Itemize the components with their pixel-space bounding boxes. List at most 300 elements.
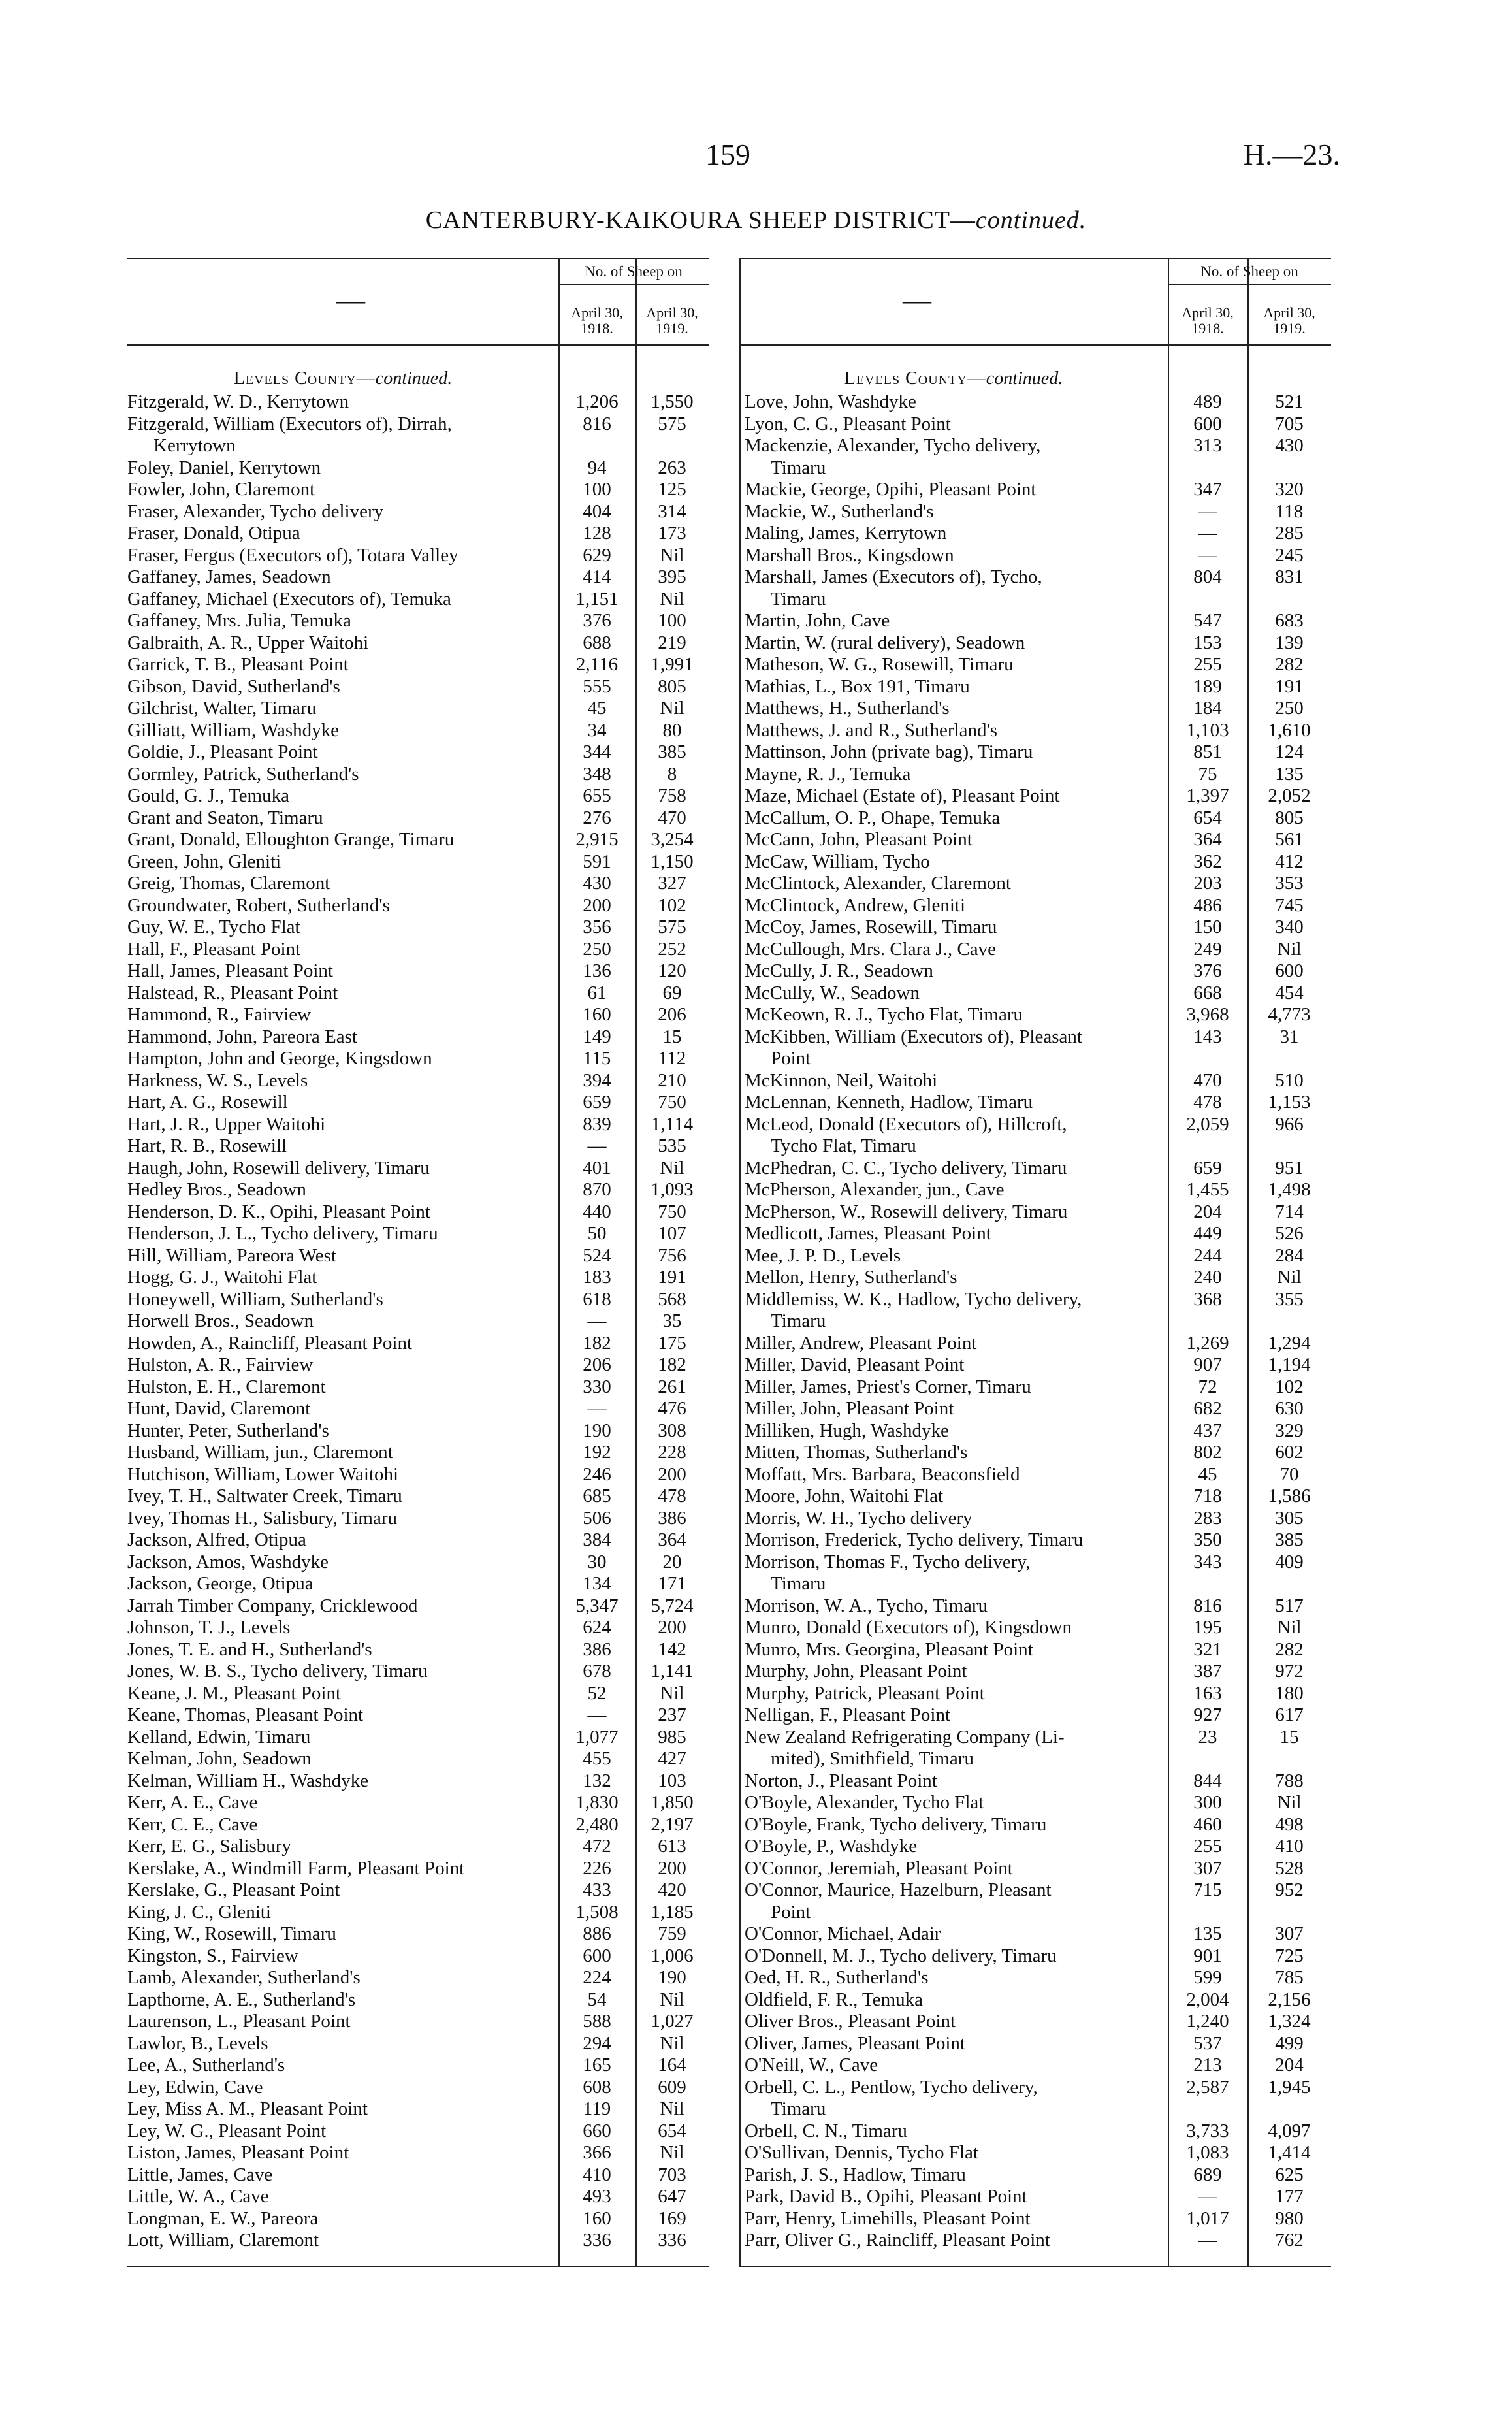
entry-name: Hampton, John and George, Kingsdown xyxy=(127,1048,432,1069)
sheep-1919: 476 xyxy=(658,1398,686,1419)
entry-name: Johnson, T. J., Levels xyxy=(127,1617,291,1638)
sheep-1919: 182 xyxy=(658,1354,686,1375)
entry-name: Gilchrist, Walter, Timaru xyxy=(127,698,317,719)
entry-name: Hutchison, William, Lower Waitohi xyxy=(127,1463,399,1485)
sheep-1919: 175 xyxy=(658,1332,686,1354)
sheep-1919: 102 xyxy=(658,894,686,916)
table-row xyxy=(127,2011,709,2033)
entry-name: Parish, J. S., Hadlow, Timaru xyxy=(745,2164,966,2185)
sheep-1918: 433 xyxy=(583,1879,611,1900)
entry-name: Longman, E. W., Pareora xyxy=(127,2207,319,2229)
table-row xyxy=(127,1617,709,1639)
sheep-1919: 139 xyxy=(1275,632,1304,653)
entry-name: McPhedran, C. C., Tycho delivery, Timaru xyxy=(745,1157,1067,1179)
sheep-1918: 816 xyxy=(1193,1595,1222,1616)
sheep-1918: 659 xyxy=(583,1092,611,1113)
sheep-1918: 307 xyxy=(1193,1857,1222,1879)
table-row xyxy=(127,1464,709,1486)
table-row xyxy=(739,1923,1331,1945)
entry-name: Point xyxy=(771,1901,811,1923)
sheep-1918: 384 xyxy=(583,1529,611,1550)
table-row xyxy=(739,1135,1331,1158)
entry-name: Henderson, D. K., Opihi, Pleasant Point xyxy=(127,1201,430,1222)
sheep-1919: 35 xyxy=(662,1310,682,1331)
sheep-1919: 750 xyxy=(658,1092,686,1113)
sheep-1919: Nil xyxy=(660,544,684,566)
sheep-1918: 183 xyxy=(583,1267,611,1288)
sheep-1918: 493 xyxy=(583,2186,611,2207)
entry-name: Fraser, Alexander, Tycho delivery xyxy=(127,500,384,522)
table-row xyxy=(127,2055,709,2077)
entry-name: Hedley Bros., Seadown xyxy=(127,1179,306,1200)
sheep-1919: 526 xyxy=(1275,1223,1304,1244)
table-row xyxy=(739,698,1331,720)
entry-name: Ivey, Thomas H., Salisbury, Timaru xyxy=(127,1507,397,1529)
table-row xyxy=(739,676,1331,698)
table-row xyxy=(739,1529,1331,1552)
sheep-1919: 252 xyxy=(658,938,686,960)
table-row xyxy=(739,895,1331,917)
sheep-1918: 440 xyxy=(583,1201,611,1222)
sheep-1919: Nil xyxy=(660,1989,684,2010)
section-heading-text: Levels County— xyxy=(844,368,986,389)
table-row xyxy=(739,1464,1331,1486)
sheep-1919: 1,153 xyxy=(1268,1092,1311,1113)
sheep-1918: 45 xyxy=(587,698,607,719)
entry-name: Hart, R. B., Rosewill xyxy=(127,1135,287,1156)
sheep-1919: 164 xyxy=(658,2055,686,2075)
sheep-1919: 364 xyxy=(658,1529,686,1550)
table-row xyxy=(127,1442,709,1464)
table-row xyxy=(739,873,1331,895)
entry-name: Mackie, W., Sutherland's xyxy=(745,500,934,522)
table-row xyxy=(127,1289,709,1311)
table-row xyxy=(739,1376,1331,1399)
sheep-1919: 284 xyxy=(1275,1244,1304,1266)
table-row xyxy=(739,829,1331,851)
entry-name: Martin, W. (rural delivery), Seadown xyxy=(745,632,1025,653)
entry-name: Keane, Thomas, Pleasant Point xyxy=(127,1704,364,1725)
table-row xyxy=(127,1420,709,1442)
table-row xyxy=(739,1770,1331,1793)
entry-name: McCoy, James, Rosewill, Timaru xyxy=(745,917,997,937)
entry-name: Jackson, Alfred, Otipua xyxy=(127,1529,306,1550)
table-row xyxy=(127,1552,709,1574)
entry-name: Oliver Bros., Pleasant Point xyxy=(745,2011,956,2032)
sheep-1919: Nil xyxy=(660,2142,684,2163)
sheep-1918: 715 xyxy=(1193,1879,1222,1900)
entry-name: Fitzgerald, W. D., Kerrytown xyxy=(127,391,349,412)
table-row xyxy=(127,1245,709,1267)
entry-name: Little, James, Cave xyxy=(127,2164,273,2185)
table-row xyxy=(739,2098,1331,2121)
table-row xyxy=(127,676,709,698)
sheep-1918: 629 xyxy=(583,544,611,566)
page-title xyxy=(0,206,1512,235)
sheep-1918: 52 xyxy=(587,1682,607,1704)
entry-name: McCallum, O. P., Ohape, Temuka xyxy=(745,807,1001,828)
table-row xyxy=(127,1026,709,1049)
header-blank-mark: — xyxy=(903,284,931,316)
sheep-1919: 613 xyxy=(658,1836,686,1857)
table-row xyxy=(739,917,1331,939)
sheep-1918: 135 xyxy=(1193,1923,1222,1944)
entry-name: McCullough, Mrs. Clara J., Cave xyxy=(745,938,997,960)
entry-name: Morrison, Thomas F., Tycho delivery, xyxy=(745,1551,1031,1572)
sheep-1919: 805 xyxy=(1275,807,1304,828)
entry-name: Jones, T. E. and H., Sutherland's xyxy=(127,1638,372,1660)
sheep-1918: — xyxy=(1198,523,1217,544)
entry-name: Murphy, John, Pleasant Point xyxy=(745,1661,967,1682)
header-col-1918-line1: April 30, xyxy=(571,304,623,321)
sheep-1919: 521 xyxy=(1275,391,1304,412)
sheep-1919: 454 xyxy=(1275,982,1304,1003)
sheep-1918: 283 xyxy=(1193,1507,1222,1529)
sheep-1919: 625 xyxy=(1275,2164,1304,2185)
entry-name: New Zealand Refrigerating Company (Li- xyxy=(745,1726,1065,1748)
header-col-1919-line2: 1919. xyxy=(1273,320,1306,336)
sheep-1919: 263 xyxy=(658,457,686,478)
sheep-1919: 683 xyxy=(1275,610,1304,631)
sheep-1919: 282 xyxy=(1275,1638,1304,1660)
table-row xyxy=(739,1201,1331,1224)
sheep-1918: 313 xyxy=(1193,435,1222,456)
sheep-1918: 143 xyxy=(1193,1026,1222,1047)
table-bottom-rule xyxy=(127,2266,709,2267)
table-row xyxy=(127,2098,709,2121)
entry-name: Gould, G. J., Temuka xyxy=(127,785,289,806)
entry-name: Fraser, Donald, Otipua xyxy=(127,523,300,544)
sheep-1918: 364 xyxy=(1193,829,1222,850)
sheep-1919: 320 xyxy=(1275,479,1304,500)
table-row xyxy=(739,720,1331,742)
table-row xyxy=(127,785,709,807)
sheep-1919: 756 xyxy=(658,1244,686,1266)
sheep-1919: 124 xyxy=(1275,741,1304,762)
sheep-1919: 654 xyxy=(658,2120,686,2141)
sheep-1918: 249 xyxy=(1193,938,1222,960)
sheep-1918: 1,269 xyxy=(1186,1332,1229,1354)
sheep-1919: 70 xyxy=(1279,1463,1299,1485)
header-col-1918-line1: April 30, xyxy=(1182,304,1234,321)
sheep-1918: — xyxy=(1198,2186,1217,2207)
table-row xyxy=(739,960,1331,983)
entry-name: Kelman, John, Seadown xyxy=(127,1748,312,1769)
entry-name: McClintock, Andrew, Gleniti xyxy=(745,894,966,916)
entry-name: Gaffaney, James, Seadown xyxy=(127,566,331,587)
sheep-1918: 668 xyxy=(1193,982,1222,1003)
entry-name: McClintock, Alexander, Claremont xyxy=(745,873,1011,894)
table-row xyxy=(127,1661,709,1683)
entry-name: Matthews, J. and R., Sutherland's xyxy=(745,719,998,741)
table-row xyxy=(127,1004,709,1026)
table-row xyxy=(127,566,709,589)
table-row xyxy=(127,764,709,786)
table-row xyxy=(739,1989,1331,2011)
sheep-1918: — xyxy=(587,1310,607,1331)
header-col-1918 xyxy=(1168,305,1247,336)
table-row xyxy=(127,1048,709,1070)
sheep-1918: 1,397 xyxy=(1186,785,1229,806)
sheep-1919: 785 xyxy=(1275,1967,1304,1988)
table-row xyxy=(739,1092,1331,1114)
entry-name: Goldie, J., Pleasant Point xyxy=(127,741,318,762)
entry-name: Hunter, Peter, Sutherland's xyxy=(127,1420,329,1441)
page-reference: H.—23. xyxy=(1243,138,1340,171)
table-row xyxy=(127,851,709,873)
sheep-1918: 3,968 xyxy=(1186,1004,1229,1025)
sheep-1919: 355 xyxy=(1275,1288,1304,1310)
sheep-1919: Nil xyxy=(1277,938,1302,960)
entry-name: Lamb, Alexander, Sutherland's xyxy=(127,1967,361,1988)
sheep-1919: Nil xyxy=(660,1682,684,1704)
sheep-1919: 285 xyxy=(1275,523,1304,544)
table-row xyxy=(127,960,709,983)
sheep-1918: 524 xyxy=(583,1244,611,1266)
entry-name: Green, John, Gleniti xyxy=(127,851,281,872)
table-row xyxy=(127,2230,709,2252)
sheep-1918: 350 xyxy=(1193,1529,1222,1550)
header-col-1919-line1: April 30, xyxy=(646,304,698,321)
table-row xyxy=(739,414,1331,436)
entry-name: mited), Smithfield, Timaru xyxy=(771,1748,974,1769)
table-row xyxy=(127,1508,709,1530)
table-row xyxy=(127,1486,709,1508)
sheep-1918: 387 xyxy=(1193,1661,1222,1682)
entry-name: Fraser, Fergus (Executors of), Totara Valley xyxy=(127,544,458,566)
table-row xyxy=(739,545,1331,567)
table-row xyxy=(127,435,709,457)
entry-name: Horwell Bros., Seadown xyxy=(127,1310,314,1331)
sheep-1919: 528 xyxy=(1275,1857,1304,1879)
entry-name: Hammond, R., Fairview xyxy=(127,1004,312,1025)
table-row xyxy=(127,1595,709,1618)
entry-name: Morrison, Frederick, Tycho delivery, Timaru xyxy=(745,1529,1084,1550)
entry-name: Lyon, C. G., Pleasant Point xyxy=(745,413,951,434)
table-row xyxy=(739,1902,1331,1924)
entry-name: Foley, Daniel, Kerrytown xyxy=(127,457,321,478)
sheep-1918: 5,347 xyxy=(575,1595,619,1616)
sheep-1919: 762 xyxy=(1275,2230,1304,2251)
table-row xyxy=(739,2142,1331,2164)
section-heading xyxy=(127,368,558,390)
sheep-1918: 34 xyxy=(587,719,607,741)
sheep-1919: 478 xyxy=(658,1486,686,1506)
sheep-1918: 618 xyxy=(583,1288,611,1310)
sheep-1919: 750 xyxy=(658,1201,686,1222)
sheep-1919: 103 xyxy=(658,1770,686,1791)
table-row xyxy=(739,1070,1331,1092)
sheep-1918: 160 xyxy=(583,2207,611,2229)
table-row xyxy=(739,2208,1331,2230)
entry-name: Morrison, W. A., Tycho, Timaru xyxy=(745,1595,988,1616)
table-row xyxy=(739,2077,1331,2099)
table-row xyxy=(739,1814,1331,1836)
sheep-1918: 366 xyxy=(583,2142,611,2163)
sheep-1918: 153 xyxy=(1193,632,1222,653)
entry-name: Kerr, A. E., Cave xyxy=(127,1792,258,1813)
title-main: CANTERBURY-KAIKOURA SHEEP DISTRICT— xyxy=(425,206,976,234)
sheep-1919: 228 xyxy=(658,1442,686,1463)
sheep-1918: 255 xyxy=(1193,654,1222,675)
sheep-1918: 1,103 xyxy=(1186,719,1229,741)
entry-name: Kerr, C. E., Cave xyxy=(127,1813,258,1835)
sheep-1919: 237 xyxy=(658,1704,686,1725)
sheep-1918: 203 xyxy=(1193,873,1222,894)
sheep-1919: 1,414 xyxy=(1268,2142,1311,2163)
sheep-1919: 410 xyxy=(1275,1836,1304,1857)
sheep-1918: 394 xyxy=(583,1069,611,1091)
table-row xyxy=(739,1748,1331,1770)
table-row xyxy=(739,589,1331,611)
sheep-1919: 305 xyxy=(1275,1507,1304,1529)
sheep-1918: 1,455 xyxy=(1186,1179,1229,1200)
header-no-of-sheep: No. of Sheep on xyxy=(1200,263,1298,280)
sheep-1918: 45 xyxy=(1198,1463,1217,1485)
header-bottom-rule xyxy=(127,344,709,346)
sheep-1919: 647 xyxy=(658,2186,686,2207)
sheep-1918: 23 xyxy=(1198,1726,1217,1748)
sheep-1918: 655 xyxy=(583,785,611,806)
sheep-1919: 112 xyxy=(658,1048,686,1069)
entry-name: McKibben, William (Executors of), Pleasant xyxy=(745,1026,1082,1047)
sheep-1919: 2,197 xyxy=(651,1813,694,1835)
sheep-1918: 844 xyxy=(1193,1770,1222,1791)
sheep-1918: 870 xyxy=(583,1179,611,1200)
table-row xyxy=(127,1727,709,1749)
table-row xyxy=(739,523,1331,545)
sheep-1918: 330 xyxy=(583,1376,611,1397)
sheep-1918: 688 xyxy=(583,632,611,653)
entry-name: McKeown, R. J., Tycho Flat, Timaru xyxy=(745,1004,1023,1025)
table-row xyxy=(127,1858,709,1880)
table-row xyxy=(739,1179,1331,1201)
table-row xyxy=(127,523,709,545)
sheep-1918: 901 xyxy=(1193,1945,1222,1966)
header-col-1919-line2: 1919. xyxy=(656,320,688,336)
table-row xyxy=(127,873,709,895)
entry-name: Point xyxy=(771,1048,811,1069)
table-row xyxy=(739,479,1331,501)
entry-name: Timaru xyxy=(771,2098,826,2119)
entry-name: Kerrytown xyxy=(153,435,236,456)
table-row xyxy=(739,983,1331,1005)
table-row xyxy=(739,2033,1331,2055)
sheep-1918: 588 xyxy=(583,2011,611,2032)
sheep-1919: 100 xyxy=(658,610,686,631)
table-row xyxy=(739,807,1331,830)
entry-name: Jones, W. B. S., Tycho delivery, Timaru xyxy=(127,1661,428,1682)
entry-name: Fitzgerald, William (Executors of), Dirrah, xyxy=(127,413,452,434)
sheep-1919: 1,324 xyxy=(1268,2011,1311,2032)
sheep-1918: 537 xyxy=(1193,2032,1222,2054)
entry-name: Gormley, Patrick, Sutherland's xyxy=(127,763,359,785)
sheep-1918: 414 xyxy=(583,566,611,587)
entry-name: Hall, F., Pleasant Point xyxy=(127,938,301,960)
entry-name: Orbell, C. N., Timaru xyxy=(745,2120,907,2141)
entry-name: Matthews, H., Sutherland's xyxy=(745,698,950,719)
entry-name: Gibson, David, Sutherland's xyxy=(127,675,340,697)
sheep-1919: 4,773 xyxy=(1268,1004,1311,1025)
sheep-1918: 75 xyxy=(1198,763,1217,785)
sheep-1918: 1,151 xyxy=(575,588,619,610)
entry-name: Ley, W. G., Pleasant Point xyxy=(127,2120,327,2141)
table-row xyxy=(739,1245,1331,1267)
sheep-1919: Nil xyxy=(1277,1617,1302,1638)
entry-name: Husband, William, jun., Claremont xyxy=(127,1442,393,1463)
sheep-1919: 703 xyxy=(658,2164,686,2185)
entry-name: Tycho Flat, Timaru xyxy=(771,1135,916,1156)
entry-name: Groundwater, Robert, Sutherland's xyxy=(127,894,390,916)
table-row xyxy=(739,1661,1331,1683)
sheep-1919: 705 xyxy=(1275,413,1304,434)
sheep-1918: 2,004 xyxy=(1186,1989,1229,2010)
entry-name: Mitten, Thomas, Sutherland's xyxy=(745,1442,968,1463)
sheep-1919: 219 xyxy=(658,632,686,653)
table-row xyxy=(127,1529,709,1552)
entry-name: Orbell, C. L., Pentlow, Tycho delivery, xyxy=(745,2076,1038,2098)
entry-name: O'Boyle, P., Washdyke xyxy=(745,1836,918,1857)
sheep-1918: 344 xyxy=(583,741,611,762)
entry-name: Mackenzie, Alexander, Tycho delivery, xyxy=(745,435,1041,456)
entry-name: Middlemiss, W. K., Hadlow, Tycho delivery, xyxy=(745,1288,1082,1310)
header-col-1918-line2: 1918. xyxy=(1191,320,1224,336)
sheep-1918: 689 xyxy=(1193,2164,1222,2185)
entry-name: McKinnon, Neil, Waitohi xyxy=(745,1069,938,1091)
sheep-1918: 347 xyxy=(1193,479,1222,500)
table-row xyxy=(127,457,709,480)
sheep-1919: 972 xyxy=(1275,1661,1304,1682)
table-row xyxy=(739,2121,1331,2143)
entry-name: King, J. C., Gleniti xyxy=(127,1901,271,1923)
sheep-1918: — xyxy=(1198,544,1217,566)
sheep-1919: 20 xyxy=(662,1551,682,1572)
table-row xyxy=(127,391,709,414)
table-row xyxy=(739,501,1331,523)
table-row xyxy=(739,654,1331,676)
entry-name: Kerr, E. G., Salisbury xyxy=(127,1836,291,1857)
entry-name: O'Connor, Jeremiah, Pleasant Point xyxy=(745,1857,1013,1879)
entry-name: Marshall Bros., Kingsdown xyxy=(745,544,954,566)
table-row xyxy=(127,917,709,939)
entry-name: Mayne, R. J., Temuka xyxy=(745,763,911,785)
sheep-1919: 600 xyxy=(1275,960,1304,981)
entry-name: Jackson, Amos, Washdyke xyxy=(127,1551,329,1572)
sheep-1919: 2,052 xyxy=(1268,785,1311,806)
page-number: 159 xyxy=(705,138,750,171)
sheep-1919: 568 xyxy=(658,1288,686,1310)
sheep-1918: 224 xyxy=(583,1967,611,1988)
sheep-1918: 190 xyxy=(583,1420,611,1441)
header-col-1919 xyxy=(635,305,709,336)
sheep-1919: 985 xyxy=(658,1726,686,1748)
sheep-1919: 118 xyxy=(1275,500,1304,522)
entry-name: McLennan, Kenneth, Hadlow, Timaru xyxy=(745,1092,1033,1113)
sheep-1918: 2,915 xyxy=(575,829,619,850)
table-row xyxy=(127,1310,709,1333)
table-row xyxy=(127,610,709,632)
entry-name: McCann, John, Pleasant Point xyxy=(745,829,973,850)
sheep-1918: 455 xyxy=(583,1748,611,1769)
entry-name: Hall, James, Pleasant Point xyxy=(127,960,333,981)
entry-name: Ley, Miss A. M., Pleasant Point xyxy=(127,2098,368,2119)
section-heading xyxy=(739,368,1168,390)
sheep-1918: 478 xyxy=(1193,1092,1222,1113)
entry-name: Hart, J. R., Upper Waitohi xyxy=(127,1113,326,1135)
entry-name: Kerslake, G., Pleasant Point xyxy=(127,1879,340,1900)
sheep-1918: 321 xyxy=(1193,1638,1222,1660)
sheep-1918: 886 xyxy=(583,1923,611,1944)
